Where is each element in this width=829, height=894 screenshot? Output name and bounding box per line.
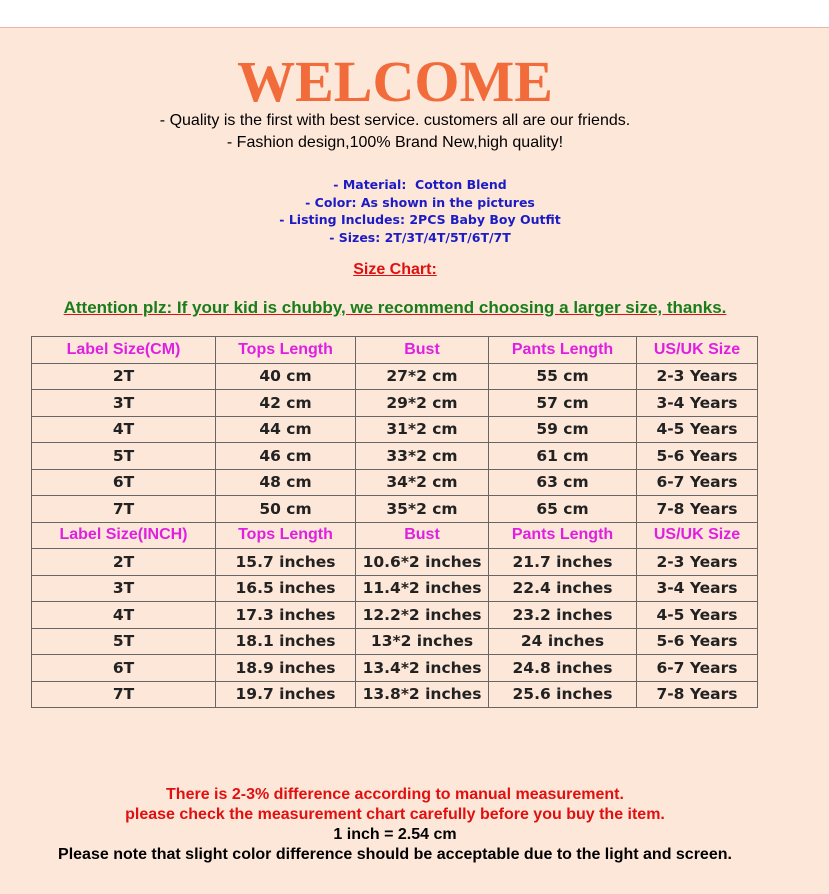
table-cell: 24.8 inches — [489, 655, 637, 682]
table-cell: 7-8 Years — [637, 496, 758, 523]
table-cell: 3-4 Years — [637, 390, 758, 417]
table-row — [32, 655, 758, 682]
table-cell: 15.7 inches — [216, 549, 356, 576]
table-cell: 11.4*2 inches — [356, 575, 489, 602]
table-cell: 16.5 inches — [216, 575, 356, 602]
table-cell: 29*2 cm — [356, 390, 489, 417]
spec-material: - Material: Cotton Blend — [333, 177, 507, 192]
table-cell: 19.7 inches — [216, 681, 356, 708]
table-cell: 3T — [32, 575, 216, 602]
table-cell: 10.6*2 inches — [356, 549, 489, 576]
table-cell: 2T — [32, 549, 216, 576]
tagline-fashion: - Fashion design,100% Brand New,high quality! — [226, 134, 564, 151]
table-cell: 4-5 Years — [637, 602, 758, 629]
table-cell: 42 cm — [216, 390, 356, 417]
table-cell: 23.2 inches — [489, 602, 637, 629]
table-cell: 7T — [32, 496, 216, 523]
table-cell: 50 cm — [216, 496, 356, 523]
product-specs — [0, 176, 829, 246]
header-cell: US/UK Size — [637, 337, 758, 364]
header-cell: US/UK Size — [637, 522, 758, 549]
inch-header-row — [32, 522, 758, 549]
table-cell: 55 cm — [489, 363, 637, 390]
table-cell: 21.7 inches — [489, 549, 637, 576]
table-cell: 2T — [32, 363, 216, 390]
header-cell: Pants Length — [489, 522, 637, 549]
table-cell: 31*2 cm — [356, 416, 489, 443]
table-cell: 4T — [32, 416, 216, 443]
table-cell: 2-3 Years — [637, 549, 758, 576]
table-cell: 13.8*2 inches — [356, 681, 489, 708]
table-cell: 2-3 Years — [637, 363, 758, 390]
table-cell: 59 cm — [489, 416, 637, 443]
header-cell: Bust — [356, 522, 489, 549]
table-row — [32, 496, 758, 523]
header-cell: Tops Length — [216, 337, 356, 364]
table-row — [32, 628, 758, 655]
table-row — [32, 416, 758, 443]
tagline-quality: - Quality is the first with best service. customers all are our friends. — [159, 112, 631, 129]
table-cell: 33*2 cm — [356, 443, 489, 470]
table-cell: 3T — [32, 390, 216, 417]
spec-color: - Color: As shown in the pictures — [305, 194, 535, 210]
table-cell: 13.4*2 inches — [356, 655, 489, 682]
table-cell: 35*2 cm — [356, 496, 489, 523]
table-cell: 22.4 inches — [489, 575, 637, 602]
table-cell: 5T — [32, 628, 216, 655]
table-cell: 57 cm — [489, 390, 637, 417]
table-row — [32, 363, 758, 390]
table-cell: 6T — [32, 655, 216, 682]
table-row — [32, 575, 758, 602]
table-cell: 34*2 cm — [356, 469, 489, 496]
table-cell: 12.2*2 inches — [356, 602, 489, 629]
table-cell: 61 cm — [489, 443, 637, 470]
header-cell: Pants Length — [489, 337, 637, 364]
table-row — [32, 443, 758, 470]
table-cell: 5-6 Years — [637, 628, 758, 655]
header-cell: Bust — [356, 337, 489, 364]
table-cell: 7-8 Years — [637, 681, 758, 708]
measurement-notes — [0, 785, 790, 865]
note-conversion: 1 inch = 2.54 cm — [333, 826, 457, 843]
header-cell: Label Size(INCH) — [32, 522, 216, 549]
table-row — [32, 469, 758, 496]
table-cell: 44 cm — [216, 416, 356, 443]
table-cell: 18.1 inches — [216, 628, 356, 655]
note-color: Please note that slight color difference should be acceptable due to the light and screen. — [58, 846, 732, 863]
table-cell: 46 cm — [216, 443, 356, 470]
table-cell: 5T — [32, 443, 216, 470]
table-cell: 7T — [32, 681, 216, 708]
top-bar — [0, 0, 829, 28]
table-cell: 24 inches — [489, 628, 637, 655]
table-row — [32, 549, 758, 576]
table-cell: 6-7 Years — [637, 655, 758, 682]
header-cell: Label Size(CM) — [32, 337, 216, 364]
size-table — [31, 336, 758, 708]
note-check-chart: please check the measurement chart carefully before you buy the item. — [125, 806, 665, 823]
attention-note: Attention plz: If your kid is chubby, we recommend choosing a larger size, thanks. — [63, 298, 727, 317]
table-cell: 5-6 Years — [637, 443, 758, 470]
table-row — [32, 602, 758, 629]
spec-listing: - Listing Includes: 2PCS Baby Boy Outfit — [279, 212, 561, 227]
table-cell: 63 cm — [489, 469, 637, 496]
table-cell: 65 cm — [489, 496, 637, 523]
spec-sizes: - Sizes: 2T/3T/4T/5T/6T/7T — [329, 229, 511, 245]
table-cell: 6-7 Years — [637, 469, 758, 496]
table-cell: 25.6 inches — [489, 681, 637, 708]
table-row — [32, 390, 758, 417]
table-cell: 4T — [32, 602, 216, 629]
table-cell: 27*2 cm — [356, 363, 489, 390]
table-cell: 18.9 inches — [216, 655, 356, 682]
note-difference: There is 2-3% difference according to manual measurement. — [166, 786, 624, 803]
welcome-heading: WELCOME — [237, 49, 553, 114]
table-cell: 40 cm — [216, 363, 356, 390]
cm-header-row — [32, 337, 758, 364]
size-chart-title: Size Chart: — [353, 261, 437, 278]
table-cell: 13*2 inches — [356, 628, 489, 655]
table-cell: 3-4 Years — [637, 575, 758, 602]
header-cell: Tops Length — [216, 522, 356, 549]
table-cell: 17.3 inches — [216, 602, 356, 629]
table-cell: 48 cm — [216, 469, 356, 496]
table-cell: 4-5 Years — [637, 416, 758, 443]
table-cell: 6T — [32, 469, 216, 496]
table-row — [32, 681, 758, 708]
